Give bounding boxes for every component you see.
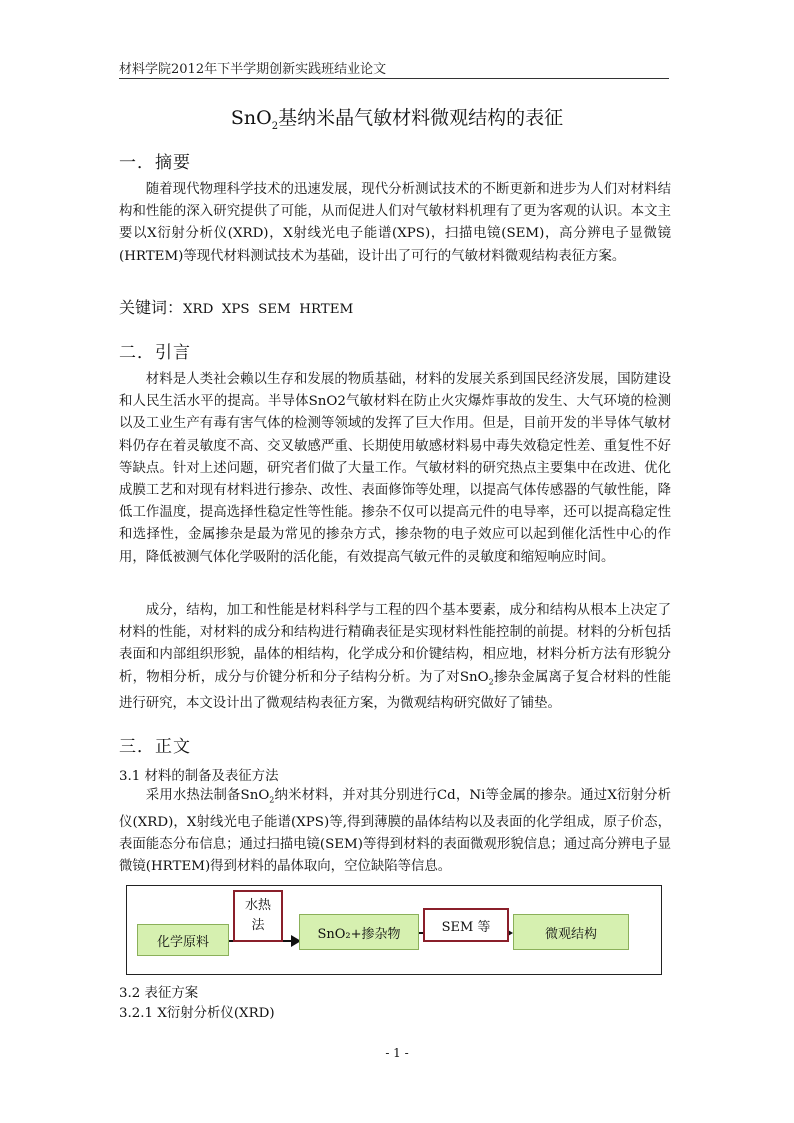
section-heading-intro: 二．引言	[119, 343, 191, 363]
keywords	[119, 295, 353, 318]
section-heading-abstract: 一．摘要	[119, 153, 191, 173]
title-sub: 2	[271, 120, 279, 132]
intro-p2-pre: 成分，结构，加工和性能是材料科学与工程的四个基本要素，成分和结构从根本上决定了材料的性能，对材料的成分和结构进行精确表征是实现材料性能控制的前提。材料的分析包括表面和内部组织形貌，晶体的相结构，化学成分和价键结构，相应地，材料分析方法有形貌分析，物相分析，成分与价键分析和分子结构分析。为了对SnO	[119, 603, 671, 685]
subsection-3-2-1: 3.2.1 X衍射分析仪(XRD)	[119, 1006, 275, 1021]
body-p-post: 纳米材料，并对其分别进行Cd，Ni等金属的掺杂。通过X衍射分析仪(XRD)，X射线光电子能谱(XPS)等,得到薄膜的晶体结构以及表面的化学组成，原子价态，表面能态分布信息；通过扫描电镜(SEM)等得到材料的表面微观形貌信息；通过高分辨电子显微镜(HRTEM)得到材料的晶体取向，空位缺陷等信息。	[119, 788, 671, 875]
header-text: 材料学院2012年下半学期创新实践班结业论文	[119, 62, 387, 77]
flow-result: 微观结构	[513, 914, 629, 950]
body-p-sub: 2	[269, 795, 275, 805]
keywords-label: 关键词：	[119, 298, 184, 317]
intro-p2-sub: 2	[488, 677, 494, 687]
keywords-values: XRD XPS SEM HRTEM	[183, 302, 354, 317]
body-p-pre: 采用水热法制备SnO	[145, 788, 270, 803]
title-pre: SnO	[230, 107, 272, 129]
section-heading-body: 三．正文	[119, 737, 191, 757]
intro-p2-post: 掺杂金属离子复合材料的性能进行研究，本文设计出了微观结构表征方案，为微观结构研究做好了铺垫。	[119, 669, 672, 712]
intro-paragraph-2	[119, 600, 671, 716]
intro-paragraph-1: 材料是人类社会赖以生存和发展的物质基础，材料的发展关系到国民经济发展，国防建设和人民生活水平的提高。半导体SnO2气敏材料在防止火灾爆炸事故的发生、大气环境的检测以及工业生产有毒有害气体的检测等领域的发挥了巨大作用。但是，目前开发的半导体气敏材料仍存在着灵敏度不高、交叉敏感严重、长期使用敏感材料易中毒失效稳定性差、重复性不好等缺点。针对上述问题，研究者们做了大量工作。气敏材料的研究热点主要集中在改进、优化成膜工艺和对现有材料进行掺杂、改性、表面修饰等处理，以提高气体传感器的气敏性能，降低工作温度，提高选择性稳定性等性能。掺杂不仅可以提高元件的电导率，还可以提高稳定性和选择性，金属掺杂是最为常见的掺杂方式，掺杂物的电子效应可以起到催化活性中心的作用，降低被测气体化学吸附的活化能，有效提高气敏元件的灵敏度和缩短响应时间。	[119, 372, 671, 565]
flow-method-label: 水热 法	[233, 890, 283, 942]
flowchart	[126, 885, 662, 975]
subsection-3-2: 3.2 表征方案	[119, 986, 199, 1001]
page-number: - 1 -	[385, 1046, 409, 1060]
flow-technique-label: SEM 等	[423, 908, 509, 942]
paper-title	[0, 103, 794, 132]
title-post: 基纳米晶气敏材料微观结构的表征	[278, 107, 564, 129]
flow-raw-material: 化学原料	[137, 924, 229, 956]
subsection-3-1: 3.1 材料的制备及表征方法	[119, 769, 279, 784]
abstract-paragraph: 随着现代物理科学技术的迅速发展，现代分析测试技术的不断更新和进步为人们对材料结构和性能的深入研究提供了可能，从而促进人们对气敏材料机理有了更为客观的认识。本文主要以X衍射分析仪(XRD)，X射线光电子能谱(XPS)，扫描电镜(SEM)，高分辨电子显微镜(HRTEM)等现代材料测试技术为基础，设计出了可行的气敏材料微观结构表征方案。	[119, 182, 671, 264]
body-paragraph	[119, 785, 671, 878]
page-header	[119, 56, 669, 79]
flow-product: SnO₂+掺杂物	[299, 914, 419, 950]
